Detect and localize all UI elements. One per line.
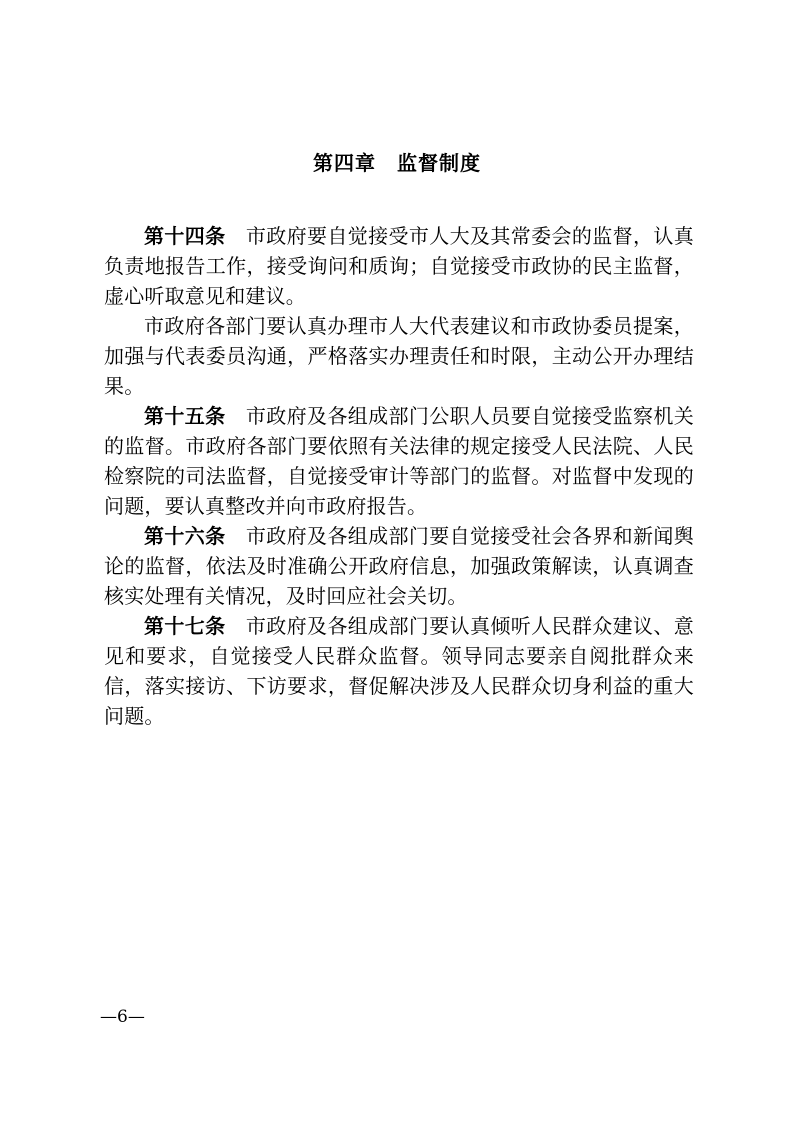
article-16-number: 第十六条: [144, 524, 226, 548]
article-15-paragraph: [104, 401, 694, 521]
article-14-continuation-text: 市政府各部门要认真办理市人大代表建议和市政协委员提案，加强与代表委员沟通，严格落实办理责任和时限，主动公开办理结果。: [104, 314, 694, 398]
chapter-title: 第四章 监督制度: [313, 151, 481, 175]
document-body: [104, 221, 694, 731]
article-14-text: 市政府要自觉接受市人大及其常委会的监督，认真负责地报告工作，接受询问和质询；自觉接受市政协的民主监督，虚心听取意见和建议。: [104, 224, 695, 308]
article-separator: [226, 404, 246, 428]
article-separator: [226, 524, 246, 548]
article-17-number: 第十七条: [144, 614, 226, 638]
article-separator: [226, 614, 246, 638]
article-17-paragraph: [104, 611, 694, 731]
article-15-text: 市政府及各组成部门公职人员要自觉接受监察机关的监督。市政府各部门要依照有关法律的规定接受人民法院、人民检察院的司法监督，自觉接受审计等部门的监督。对监督中发现的问题，要认真整改并向市政府报告。: [104, 404, 695, 518]
article-17-text: 市政府及各组成部门要认真倾听人民群众建议、意见和要求，自觉接受人民群众监督。领导同志要亲自阅批群众来信，落实接访、下访要求，督促解决涉及人民群众切身利益的重大问题。: [104, 614, 695, 728]
article-14-number: 第十四条: [144, 224, 226, 248]
article-14-paragraph: [104, 221, 694, 311]
article-16-text: 市政府及各组成部门要自觉接受社会各界和新闻舆论的监督，依法及时准确公开政府信息，加强政策解读，认真调查核实处理有关情况，及时回应社会关切。: [104, 524, 695, 608]
article-separator: [226, 224, 246, 248]
article-14-continuation-paragraph: [104, 311, 694, 401]
article-15-number: 第十五条: [144, 404, 226, 428]
page-number: —6—: [100, 1007, 145, 1027]
article-16-paragraph: [104, 521, 694, 611]
